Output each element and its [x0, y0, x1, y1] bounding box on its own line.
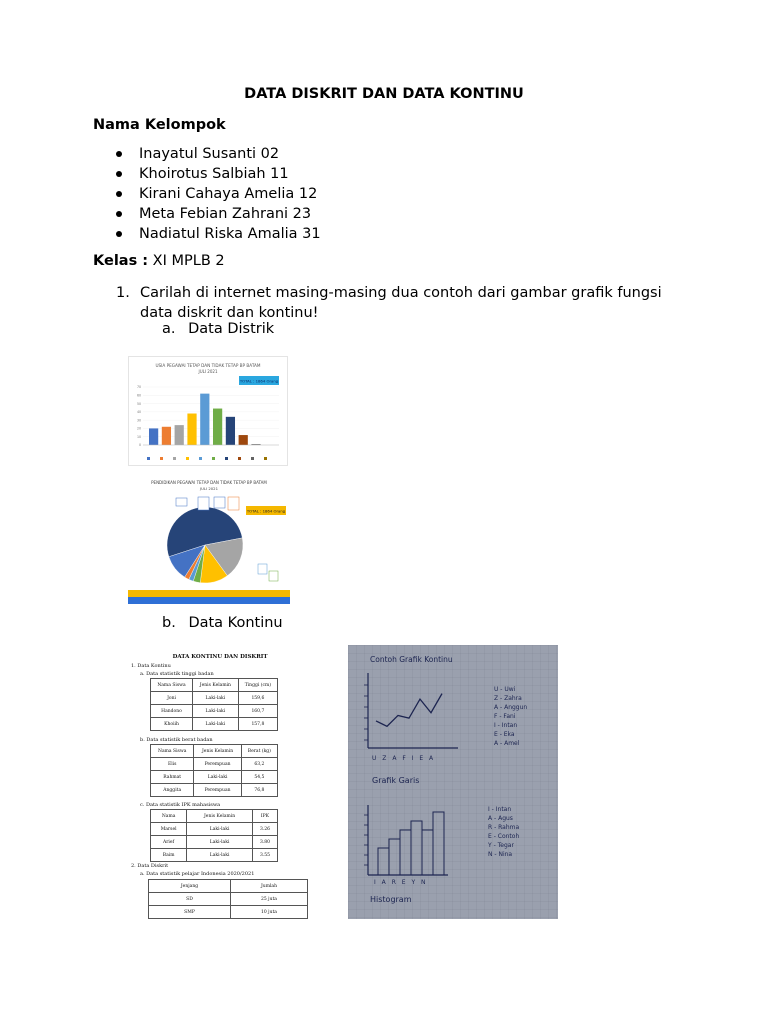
weight-table: [150, 744, 278, 797]
section-heading: 1. Data Kontinu: [131, 663, 171, 669]
y-tick-label: 40: [136, 410, 141, 415]
legend-entry: A - Anggun: [494, 704, 528, 711]
table-cell: 160,7: [238, 705, 277, 718]
y-tick-label: 10: [136, 434, 141, 439]
bar-chart-badge: TOTAL : 1864 Orang: [239, 378, 279, 384]
legend-swatch: [264, 457, 267, 460]
y-tick-label: 0: [138, 443, 141, 448]
table-cell: Joni: [151, 692, 193, 705]
list-item: Khoirotus Salbiah 11: [112, 164, 321, 184]
table-caption: c. Data statistik IPK mahasiswa: [140, 802, 221, 808]
pie-chart-title: PENDIDIKAN PEGAWAI TETAP DAN TIDAK TETAP BP BATAM: [151, 480, 267, 485]
pie-chart-subtitle: JULI 2021: [199, 486, 219, 491]
bar: [213, 409, 222, 445]
legend-entry: A - Agus: [488, 815, 513, 822]
y-tick-label: 30: [136, 418, 141, 423]
y-tick-label: 20: [136, 426, 141, 431]
legend-swatch: [186, 457, 189, 460]
pie-callout: [228, 497, 239, 510]
histogram-label: Histogram: [370, 895, 412, 904]
line-chart-label: Grafik Garis: [372, 776, 420, 785]
table-cell: Laki-laki: [193, 718, 239, 731]
question-1: [116, 283, 676, 323]
table-cell: Khoiih: [151, 718, 193, 731]
page-title: DATA DISKRIT DAN DATA KONTINU: [244, 86, 524, 102]
y-tick-label: 60: [136, 393, 141, 398]
bar: [239, 435, 248, 445]
table-header: Jumlah: [231, 880, 308, 893]
table-cell: Elis: [151, 758, 194, 771]
table-cell: Perempuan: [194, 784, 241, 797]
list-item: Nadiatul Riska Amalia 31: [112, 224, 321, 244]
legend-entry: Z - Zahra: [494, 695, 522, 702]
legend-entry: R - Rahma: [488, 824, 520, 831]
legend-entry: Y - Tegar: [488, 842, 514, 849]
sub-a-label: Data Distrik: [188, 321, 275, 337]
legend-swatch: [199, 457, 202, 460]
pie-callout: [198, 497, 209, 510]
legend-swatch: [173, 457, 176, 460]
table-header: IPK: [252, 810, 277, 823]
kontinu-doc-figure: [128, 645, 312, 920]
table-cell: Marsel: [151, 823, 187, 836]
bar: [187, 414, 196, 445]
list-item: Inayatul Susanti 02: [112, 144, 321, 164]
legend-swatch: [251, 457, 254, 460]
table-cell: Laki-laki: [187, 836, 253, 849]
class-line: [93, 253, 225, 269]
class-label: Kelas :: [93, 253, 149, 269]
legend-entry: U - Uwi: [494, 686, 516, 693]
table-cell: 157,8: [238, 718, 277, 731]
table-cell: Anggita: [151, 784, 194, 797]
group-label: Nama Kelompok: [93, 117, 226, 133]
legend-swatch: [212, 457, 215, 460]
bar: [226, 417, 235, 445]
handwritten-title: Contoh Grafik Kontinu: [370, 655, 453, 664]
bar: [162, 427, 171, 445]
pie-callout: [176, 498, 187, 506]
table-cell: SMP: [149, 906, 231, 919]
sub-b: [162, 615, 283, 631]
table-header: Jenis Kelamin: [193, 679, 239, 692]
pie-chart: [128, 473, 290, 605]
table-header: Tinggi (cm): [238, 679, 277, 692]
hist-x-labels: I A R E Y N: [374, 879, 428, 886]
list-item: Kirani Cahaya Amelia 12: [112, 184, 321, 204]
table-cell: 63,2: [241, 758, 277, 771]
legend-entry: E - Eka: [494, 731, 515, 738]
line-x-labels: U Z A F I E A: [372, 755, 436, 762]
table-cell: SD: [149, 893, 231, 906]
pie-callout: [258, 564, 267, 574]
table-caption: a. Data statistik pelajar Indonesia 2020/2021: [140, 871, 255, 877]
legend-entry: F - Fani: [494, 713, 516, 720]
height-table: [150, 678, 278, 731]
legend-entry: I - Intan: [488, 806, 512, 813]
sub-a: [162, 321, 274, 337]
bar: [175, 425, 184, 445]
pie-callout: [214, 497, 225, 508]
table-header: Jenis Kelamin: [194, 745, 241, 758]
bar-chart-subtitle: JULI 2021: [198, 369, 218, 374]
table-cell: 76,8: [241, 784, 277, 797]
table-cell: Laki-laki: [187, 823, 253, 836]
table-cell: 3.55: [252, 849, 277, 862]
table-cell: 54,5: [241, 771, 277, 784]
class-value: XI MPLB 2: [152, 253, 225, 269]
pie-chart-figure: [128, 473, 290, 605]
table-header: Nama: [151, 810, 187, 823]
sub-a-letter: a.: [162, 321, 176, 337]
table-caption: b. Data statistik berat badan: [140, 737, 213, 743]
table-cell: 3.80: [252, 836, 277, 849]
legend-swatch: [147, 457, 150, 460]
ipk-table: [150, 809, 278, 862]
pie-chart-badge: TOTAL : 1864 Orang: [246, 508, 286, 514]
sub-b-letter: b.: [162, 615, 176, 631]
kontinu-doc-title: DATA KONTINU DAN DISKRIT: [172, 654, 268, 660]
legend-entry: I - Intan: [494, 722, 518, 729]
table-cell: Laki-laki: [194, 771, 241, 784]
sub-b-label: Data Kontinu: [188, 615, 283, 631]
table-cell: 3.26: [252, 823, 277, 836]
table-cell: Laki-laki: [193, 692, 239, 705]
table-cell: Perempuan: [194, 758, 241, 771]
table-header: Jenjang: [149, 880, 231, 893]
y-tick-label: 50: [136, 401, 141, 406]
table-header: Nama Siswa: [151, 679, 193, 692]
question-number: 1.: [116, 285, 130, 301]
bar-chart-figure: [128, 356, 288, 466]
table-header: Nama Siswa: [151, 745, 194, 758]
member-list: [112, 144, 321, 244]
table-cell: Laki-laki: [187, 849, 253, 862]
list-item: Meta Febian Zahrani 23: [112, 204, 321, 224]
bar: [149, 428, 158, 445]
table-caption: a. Data statistik tinggi badan: [140, 671, 214, 677]
student-table: [148, 879, 308, 919]
table-cell: Handono: [151, 705, 193, 718]
table-header: Berat (kg): [241, 745, 277, 758]
section-heading: 2. Data Diskrit: [131, 863, 169, 869]
bar: [200, 394, 209, 445]
table-cell: Baim: [151, 849, 187, 862]
pie-table-header: [128, 590, 290, 597]
table-cell: 10 juta: [231, 906, 308, 919]
table-cell: Rahmat: [151, 771, 194, 784]
table-cell: Arief: [151, 836, 187, 849]
legend-swatch: [238, 457, 241, 460]
legend-entry: E - Contoh: [488, 833, 520, 840]
handwritten-chart: [348, 645, 558, 919]
pie-callout: [269, 571, 278, 581]
legend-entry: N - Nina: [488, 851, 513, 858]
table-cell: Laki-laki: [193, 705, 239, 718]
bar-chart: [129, 357, 287, 465]
legend-swatch: [160, 457, 163, 460]
legend-entry: A - Amel: [494, 740, 520, 747]
bar-chart-title: USIA PEGAWAI TETAP DAN TIDAK TETAP BP BATAM: [155, 363, 261, 368]
handwritten-figure: [348, 645, 558, 919]
legend-swatch: [225, 457, 228, 460]
pie-table-row: [128, 597, 290, 604]
table-header: Jenis Kelamin: [187, 810, 253, 823]
table-cell: 159,6: [238, 692, 277, 705]
table-cell: 25 juta: [231, 893, 308, 906]
question-text: Carilah di internet masing-masing dua contoh dari gambar grafik fungsi data diskrit dan kontinu!: [140, 285, 662, 321]
y-tick-label: 70: [136, 385, 141, 390]
